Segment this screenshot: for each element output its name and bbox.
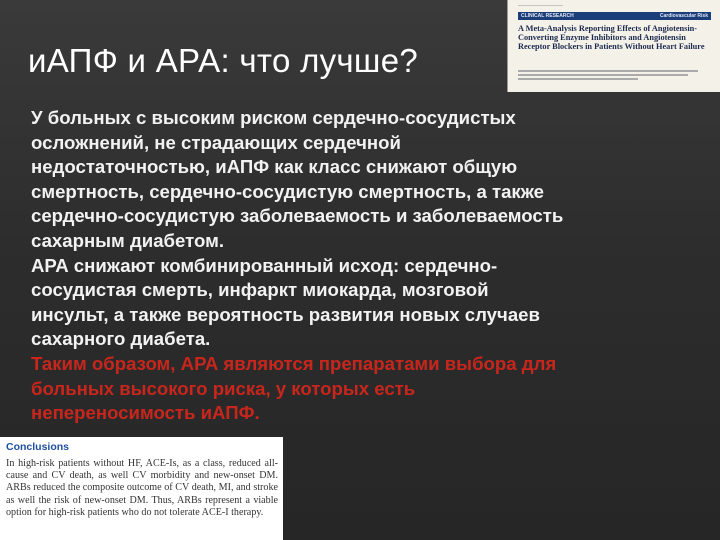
journal-section-left: CLINICAL RESEARCH bbox=[521, 13, 574, 19]
conclusions-text: In high-risk patients without HF, ACE-Is, as a class, reduced all-cause and CV death, as well CV morbidity and new-onset DM. ARBs reduced the composite outcome of CV death, MI, and stroke as well the risk of new-onset DM. Thus, ARBs represent a viable option for high-risk patients who do not tolerate ACE-I therapy. bbox=[6, 458, 278, 518]
paragraph-arb: АРА снижают комбинированный исход: сердечно-сосудистая смерть, инфаркт миокарда, мозговой инсульт, а также вероятность развития новых случаев сахарного диабета. bbox=[31, 254, 540, 350]
journal-section-bar bbox=[518, 12, 711, 20]
slide-title: иАПФ и АРА: что лучше? bbox=[28, 42, 418, 79]
paragraph-ace-inhibitors: У больных с высоким риском сердечно-сосудистых осложнений, не страдающих сердечной недостаточностью, иАПФ как класс снижают общую смертность, сердечно-сосудистую смертность, а также сердечно-сосудистую заболеваемость и заболеваемость сахарным диабетом. bbox=[31, 107, 564, 251]
journal-section-right: Cardiovascular Risk bbox=[659, 13, 708, 19]
conclusions-heading: Conclusions bbox=[6, 441, 70, 453]
conclusions-clipping bbox=[0, 437, 283, 540]
slide-body bbox=[31, 106, 571, 426]
paragraph-conclusion: Таким образом, АРА являются препаратами выбора для больных высокого риска, у которых есть непереносимость иАПФ. bbox=[31, 352, 557, 424]
journal-header-lines: —————————— bbox=[518, 3, 563, 8]
journal-article-title: A Meta-Analysis Reporting Effects of Angiotensin-Converting Enzyme Inhibitors and Angiotensin Receptor Blockers in Patients Without Heart Failure bbox=[518, 24, 705, 52]
journal-authors-lines bbox=[518, 68, 713, 82]
journal-thumbnail bbox=[507, 0, 720, 92]
